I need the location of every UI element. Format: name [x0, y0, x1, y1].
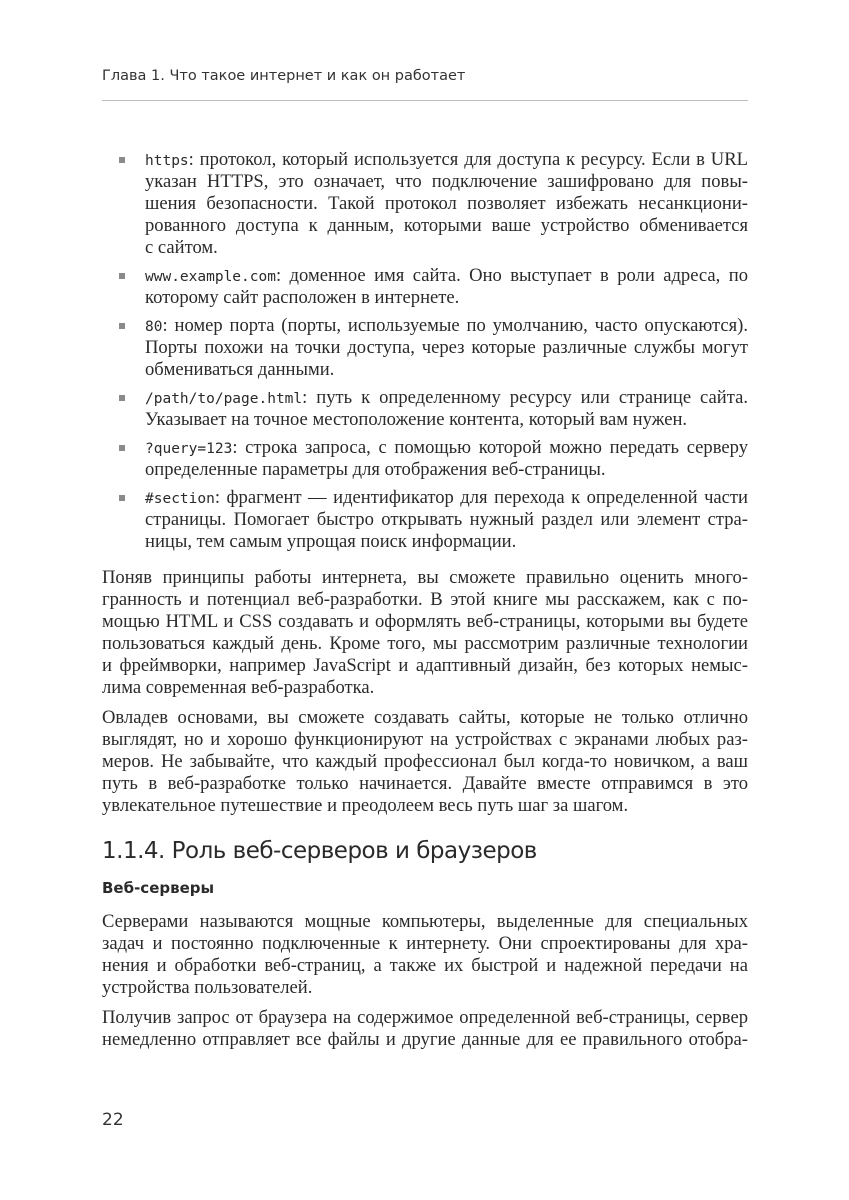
line-text: : номер порта (порты, используемые по умолчанию, часто опускаются).: [162, 315, 748, 336]
line-text: Указывает на точное местоположение контента, который вам нужен.: [145, 409, 688, 430]
text-line: [145, 193, 748, 215]
text-line: [145, 265, 748, 287]
line-text: : фрагмент — идентификатор для перехода к определенной части: [214, 487, 748, 508]
text-line: [145, 149, 748, 171]
text-line: мощью HTML и CSS создавать и оформлять веб-страницы, которыми вы будете: [102, 611, 748, 632]
text-line: [145, 531, 748, 553]
text-line: нения и обработки веб-страниц, а также их быстрой и надежной передачи на: [102, 955, 748, 976]
page-body: [102, 149, 748, 1059]
text-line: и фреймворки, например JavaScript и адаптивный дизайн, без которых немыс-: [102, 655, 748, 676]
text-line: [145, 437, 748, 459]
text-line: Поняв принципы работы интернета, вы сможете правильно оценить много-: [102, 567, 748, 588]
line-text: : строка запроса, с помощью которой можно передать серверу: [232, 437, 748, 458]
section-paragraphs: [102, 911, 748, 1051]
list-item: [102, 265, 748, 309]
running-header: Глава 1. Что такое интернет и как он работает: [102, 68, 466, 84]
line-text: Порты похожи на точки доступа, через которые различные службы могут: [145, 337, 748, 358]
line-text: ницы, тем самым упрощая поиск информации.: [145, 531, 517, 552]
text-line: [145, 359, 748, 381]
page-number: 22: [102, 1110, 124, 1130]
text-line: выглядят, но и хорошо функционируют на устройствах с экранами любых раз-: [102, 729, 748, 750]
text-line: задач и постоянно подключенные к интернету. Они спроектированы для хра-: [102, 933, 748, 954]
bullet-marker-icon: [119, 445, 125, 451]
paragraph: [102, 567, 748, 699]
line-text: : путь к определенному ресурсу или странице сайта.: [302, 387, 748, 408]
subsection-heading: Веб-серверы: [102, 879, 215, 897]
text-line: [145, 315, 748, 337]
line-text: рованного доступа к данным, которыми ваше устройство обменивается: [145, 215, 748, 236]
text-line: [145, 171, 748, 193]
text-line: [145, 459, 748, 481]
text-line: гранность и потенциал веб-разработки. В этой книге мы расскажем, как с по-: [102, 589, 748, 610]
text-line: увлекательное путешествие и преодолеем весь путь шаг за шагом.: [102, 795, 629, 816]
text-line: устройства пользователей.: [102, 977, 313, 998]
code-term: 80: [145, 319, 163, 335]
text-line: Овладев основами, вы сможете создавать сайты, которые не только отлично: [102, 707, 748, 728]
line-text: которому сайт расположен в интернете.: [145, 287, 460, 308]
bullet-marker-icon: [119, 157, 125, 163]
line-text: указан HTTPS, это означает, что подключение зашифровано для повы-: [145, 171, 748, 192]
line-text: страницы. Помогает быстро открывать нужный раздел или элемент стра-: [145, 509, 748, 530]
code-term: #section: [145, 491, 215, 507]
header-divider: [102, 100, 748, 101]
code-term: https: [145, 153, 189, 169]
bullet-marker-icon: [119, 323, 125, 329]
line-text: : протокол, который используется для доступа к ресурсу. Если в URL: [188, 149, 748, 170]
line-text: с сайтом.: [145, 237, 218, 258]
list-item: [102, 315, 748, 381]
list-item: [102, 149, 748, 259]
line-text: : доменное имя сайта. Оно выступает в роли адреса, по: [275, 265, 748, 286]
bullet-marker-icon: [119, 395, 125, 401]
line-text: шения безопасности. Такой протокол позволяет избежать несанкциони-: [145, 193, 748, 214]
text-line: [145, 337, 748, 359]
bullet-marker-icon: [119, 495, 125, 501]
text-line: Получив запрос от браузера на содержимое определенной веб-страницы, сервер: [102, 1007, 748, 1028]
url-parts-list: [102, 149, 748, 553]
text-line: путь в веб-разработке только начинается. Давайте вместе отправимся в это: [102, 773, 748, 794]
list-item: [102, 387, 748, 431]
line-text: определенные параметры для отображения веб-страницы.: [145, 459, 606, 480]
text-line: [145, 215, 748, 237]
intro-paragraphs: [102, 567, 748, 817]
line-text: обмениваться данными.: [145, 359, 335, 380]
paragraph: [102, 911, 748, 999]
paragraph: [102, 1007, 748, 1051]
text-line: [145, 509, 748, 531]
code-term: ?query=123: [145, 441, 233, 457]
text-line: [145, 487, 748, 509]
code-term: /path/to/page.html: [145, 391, 303, 407]
text-line: Серверами называются мощные компьютеры, выделенные для специальных: [102, 911, 748, 932]
paragraph: [102, 707, 748, 817]
list-item: [102, 487, 748, 553]
section-heading: 1.1.4. Роль веб-серверов и браузеров: [102, 838, 537, 864]
bullet-marker-icon: [119, 273, 125, 279]
text-line: [145, 287, 748, 309]
text-line: [145, 387, 748, 409]
text-line: меров. Не забывайте, что каждый профессионал был когда-то новичком, а ваш: [102, 751, 748, 772]
text-line: лима современная веб-разработка.: [102, 677, 375, 698]
list-item: [102, 437, 748, 481]
text-line: пользоваться каждый день. Кроме того, мы рассмотрим различные технологии: [102, 633, 748, 654]
code-term: www.example.com: [145, 269, 276, 285]
text-line: [145, 409, 748, 431]
text-line: немедленно отправляет все файлы и другие данные для ее правильного отобра-: [102, 1029, 748, 1050]
text-line: [145, 237, 748, 259]
